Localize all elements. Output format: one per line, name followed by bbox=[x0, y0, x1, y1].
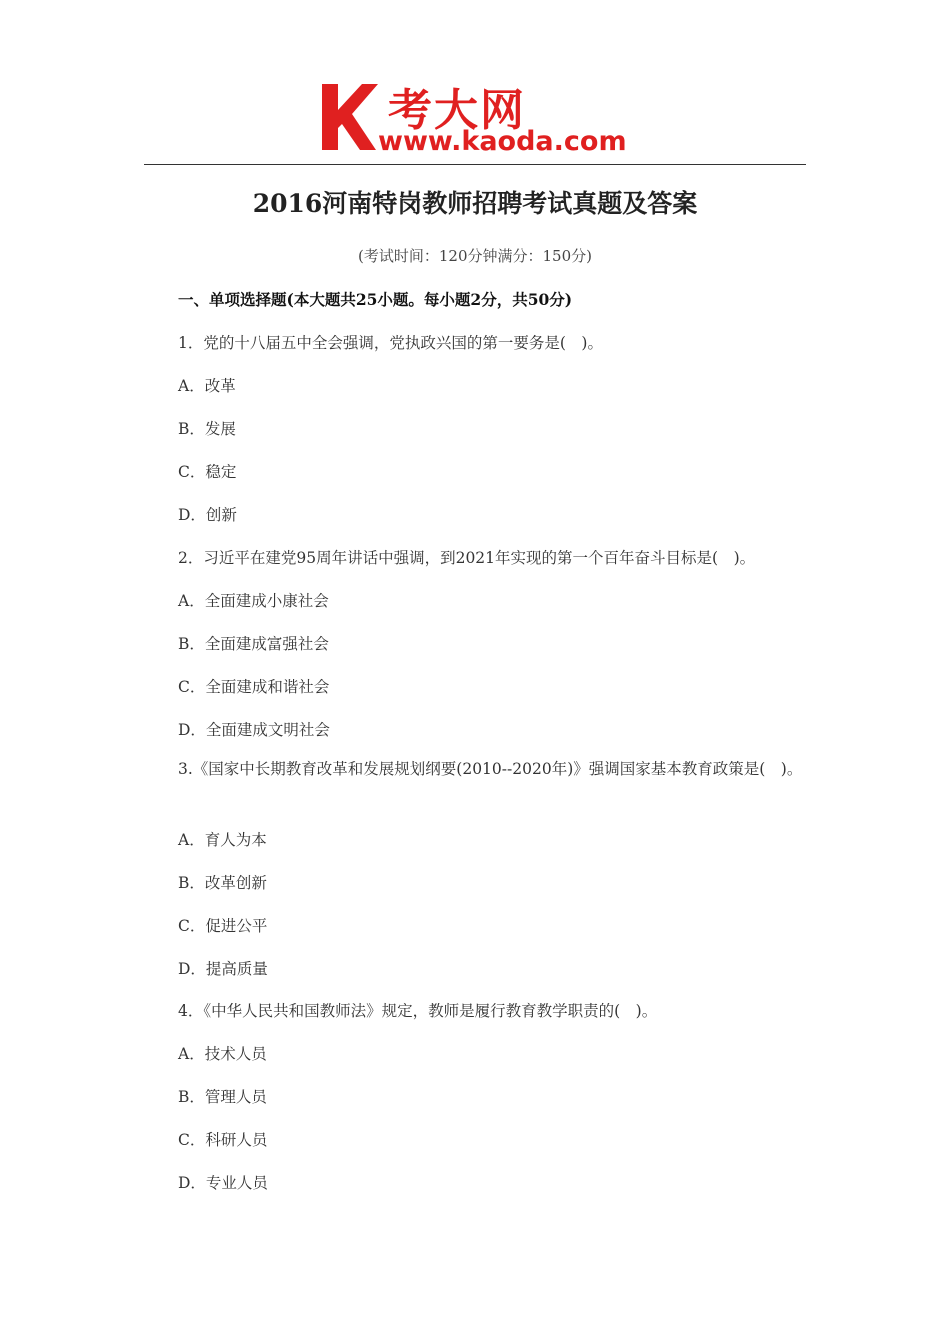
question-3-option-b: B．改革创新 bbox=[178, 874, 267, 892]
section-heading: 一、单项选择题(本大题共25小题。每小题2分，共50分) bbox=[178, 290, 573, 309]
question-2-option-a: A．全面建成小康社会 bbox=[178, 592, 329, 610]
question-3-option-c: C．促进公平 bbox=[178, 917, 268, 935]
page-title: 2016河南特岗教师招聘考试真题及答案 bbox=[252, 189, 698, 218]
question-4-option-d: D．专业人员 bbox=[178, 1174, 268, 1192]
exam-info: (考试时间：120分钟满分：150分) bbox=[358, 247, 592, 265]
question-4-option-b: B．管理人员 bbox=[178, 1088, 267, 1106]
question-3-option-d: D．提高质量 bbox=[178, 960, 268, 978]
question-3-option-a: A．育人为本 bbox=[178, 831, 267, 849]
question-1-option-d: D．创新 bbox=[178, 506, 237, 524]
question-4-option-a: A．技术人员 bbox=[178, 1045, 267, 1063]
question-1-option-b: B．发展 bbox=[178, 420, 236, 438]
question-1-option-a: A．改革 bbox=[178, 377, 236, 395]
question-1-stem: 1．党的十八届五中全会强调，党执政兴国的第一要务是( )。 bbox=[178, 334, 603, 352]
k-logo-icon bbox=[318, 80, 380, 152]
question-1-option-c: C．稳定 bbox=[178, 463, 237, 481]
logo-wordmark: 考大网 bbox=[388, 85, 526, 136]
question-2-option-c: C．全面建成和谐社会 bbox=[178, 678, 330, 696]
question-3-stem: 3.《国家中长期教育改革和发展规划纲要(2010--2020年)》强调国家基本教育政策是( )。 bbox=[178, 760, 803, 778]
question-4-stem: 4．《中华人民共和国教师法》规定，教师是履行教育教学职责的( )。 bbox=[178, 1002, 658, 1020]
header-divider bbox=[144, 164, 806, 165]
logo-url: www.kaoda.com bbox=[378, 126, 627, 157]
question-4-option-c: C．科研人员 bbox=[178, 1131, 268, 1149]
kaoda-logo bbox=[318, 78, 638, 160]
question-2-option-b: B．全面建成富强社会 bbox=[178, 635, 329, 653]
question-2-option-d: D．全面建成文明社会 bbox=[178, 721, 330, 739]
question-2-stem: 2．习近平在建党95周年讲话中强调，到2021年实现的第一个百年奋斗目标是( )。 bbox=[178, 549, 756, 567]
